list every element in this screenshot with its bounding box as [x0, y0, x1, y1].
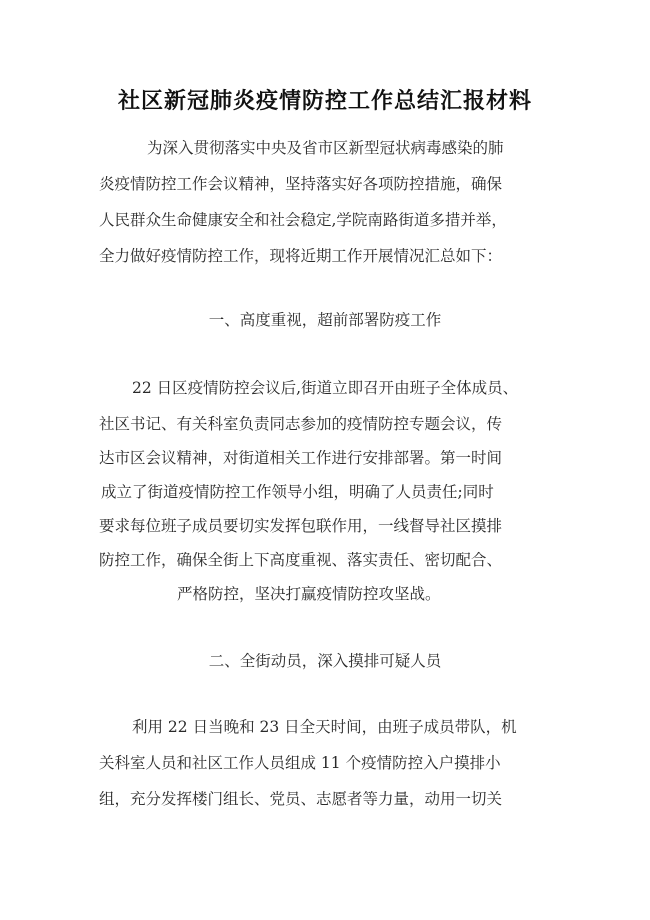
section-1-line-2: 社区书记、有关科室负责同志参加的疫情防控专题会议，传: [99, 415, 503, 433]
intro-line-4: 全力做好疫情防控工作，现将近期工作开展情况汇总如下：: [99, 247, 503, 265]
intro-line-1: 为深入贯彻落实中央及省市区新型冠状病毒感染的肺: [147, 139, 504, 157]
document-title: 社区新冠肺炎疫情防控工作总结汇报材料: [117, 88, 532, 114]
intro-line-2: 炎疫情防控工作会议精神，坚持落实好各项防控措施，确保: [99, 175, 503, 193]
section-1-line-6: 防控工作，确保全街上下高度重视、落实责任、密切配合、: [99, 551, 503, 569]
section-1-line-7: 严格防控，坚决打赢疫情防控攻坚战。: [177, 585, 441, 603]
section-2-line-3: 组，充分发挥楼门组长、党员、志愿者等力量，动用一切关: [99, 790, 503, 808]
section-1-line-5: 要求每位班子成员要切实发挥包联作用，一线督导社区摸排: [99, 517, 503, 535]
section-1-line-3: 达市区会议精神，对街道相关工作进行安排部署。第一时间: [99, 449, 503, 467]
section-2-heading: 二、全街动员，深入摸排可疑人员: [208, 652, 442, 670]
section-1-heading: 一、高度重视，超前部署防疫工作: [208, 311, 442, 329]
section-1-line-4: 成立了街道疫情防控工作领导小组，明确了人员责任;同时: [101, 483, 494, 501]
intro-line-3: 人民群众生命健康安全和社会稳定,学院南路街道多措并举，: [99, 211, 507, 229]
section-1-line-1: 22 日区疫情防控会议后,街道立即召开由班子全体成员、: [132, 379, 519, 397]
section-2-line-1: 利用 22 日当晚和 23 日全天时间，由班子成员带队，机: [132, 718, 517, 736]
section-2-line-2: 关科室人员和社区工作人员组成 11 个疫情防控入户摸排小: [99, 754, 501, 772]
